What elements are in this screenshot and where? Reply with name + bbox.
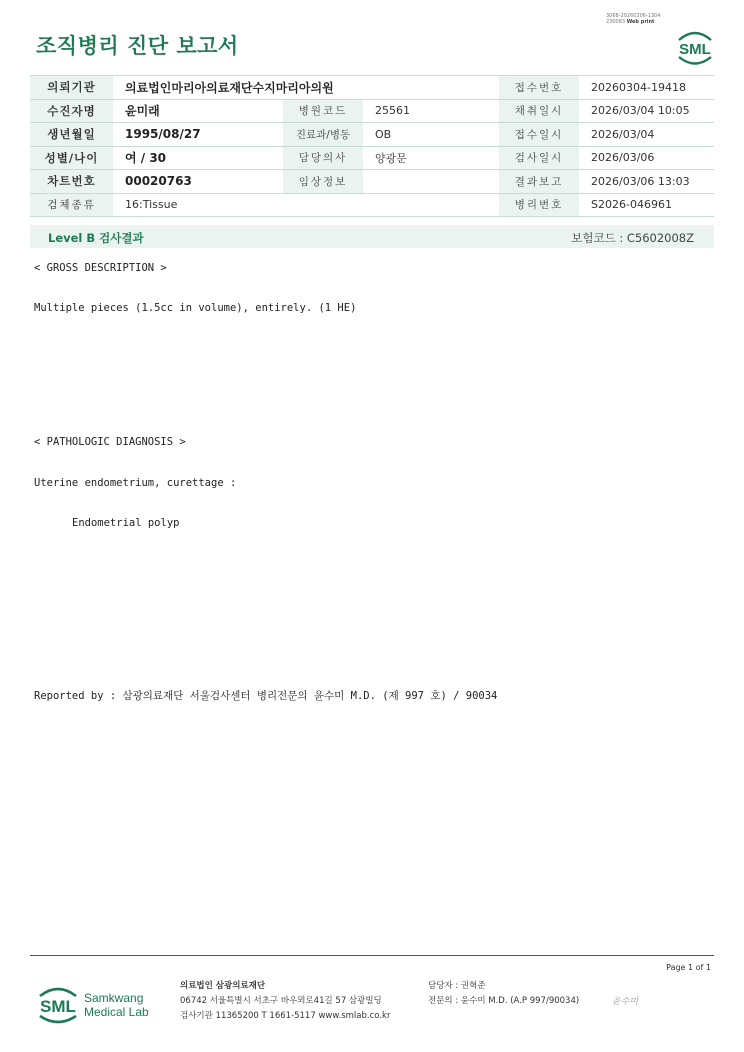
label-chart-number: 차트번호 (30, 170, 113, 194)
footer-specialist: 전문의 : 윤수미 M.D. (A.P 997/90034) (428, 996, 580, 1006)
value-collection-datetime: 2026/03/04 10:05 (579, 99, 714, 123)
diagnosis-site: Uterine endometrium, curettage : (34, 477, 237, 489)
value-result-report: 2026/03/06 13:03 (579, 170, 714, 194)
value-department: OB (363, 123, 499, 147)
gross-description-heading: < GROSS DESCRIPTION > (34, 262, 167, 274)
value-chart-number: 00020763 (113, 170, 283, 194)
label-test-date: 검사일시 (499, 146, 579, 170)
gross-description-text: Multiple pieces (1.5cc in volume), entirely. (1 HE) (34, 302, 357, 314)
label-requesting-institution: 의뢰기관 (30, 76, 113, 100)
specialist-signature: 윤수미 (612, 997, 639, 1007)
footer-org-name: 의료법인 삼광의료재단 (180, 981, 266, 991)
sml-logo-icon (673, 26, 717, 66)
label-department: 진료과/병동 (283, 123, 363, 147)
diagnosis-result: Endometrial polyp (72, 517, 180, 529)
footer-staff-info (428, 979, 579, 1009)
sml-logo-text: SML (679, 41, 711, 58)
value-receipt-number: 20260304-19418 (579, 76, 714, 100)
document-id (606, 13, 661, 25)
value-attending-doctor: 양광문 (363, 146, 499, 170)
table-row (30, 123, 714, 147)
value-clinical-info (363, 170, 499, 194)
label-sex-age: 성별/나이 (30, 146, 113, 170)
table-row (30, 193, 714, 217)
value-test-date: 2026/03/06 (579, 146, 714, 170)
label-patient-name: 수진자명 (30, 99, 113, 123)
table-row (30, 146, 714, 170)
reported-by: Reported by : 삼광의료재단 서울검사센터 병리전문의 윤수미 M.D. (제 997 호) / 90034 (34, 690, 498, 702)
insurance-code: 보험코드 : C5602008Z (571, 231, 694, 245)
value-pathology-number: S2026-046961 (579, 193, 714, 217)
label-receipt-number: 접수번호 (499, 76, 579, 100)
page-number: Page 1 of 1 (666, 963, 711, 972)
footer-manager: 담당자 : 권혁준 (428, 981, 486, 991)
pathologic-diagnosis-heading: < PATHOLOGIC DIAGNOSIS > (34, 436, 186, 448)
label-pathology-number: 병리번호 (499, 193, 579, 217)
page-title: 조직병리 진단 보고서 (36, 34, 239, 58)
value-birth-date: 1995/08/27 (113, 123, 283, 147)
footer-contact: 검사기관 11365200 T 1661-5117 www.smlab.co.kr (180, 1011, 391, 1021)
value-sex-age: 여 / 30 (113, 146, 283, 170)
footer-org-info (180, 979, 390, 1024)
samkwang-logo-icon (36, 980, 156, 1026)
document-id-line1: 3068-20260306-1304 (606, 13, 661, 19)
label-clinical-info: 임상정보 (283, 170, 363, 194)
value-patient-name: 윤미래 (113, 99, 283, 123)
label-receipt-date: 접수일시 (499, 123, 579, 147)
label-attending-doctor: 담당의사 (283, 146, 363, 170)
footer-divider (30, 955, 714, 956)
label-birth-date: 생년월일 (30, 123, 113, 147)
value-receipt-date: 2026/03/04 (579, 123, 714, 147)
document-id-line2: 230083 (606, 19, 626, 25)
value-hospital-code: 25561 (363, 99, 499, 123)
web-print-label: Web print (626, 19, 655, 25)
footer-logo-text: SML (40, 997, 76, 1016)
table-row (30, 76, 714, 100)
value-specimen-type: 16:Tissue (113, 193, 499, 217)
footer-logo-name-2: Medical Lab (84, 1005, 149, 1019)
result-level-label: Level B 검사결과 (48, 231, 144, 245)
result-level-bar (30, 225, 714, 248)
label-specimen-type: 검체종류 (30, 193, 113, 217)
patient-info-table (30, 75, 714, 217)
footer-logo-name-1: Samkwang (84, 991, 144, 1005)
label-collection-datetime: 채취일시 (499, 99, 579, 123)
label-hospital-code: 병원코드 (283, 99, 363, 123)
table-row (30, 170, 714, 194)
table-row (30, 99, 714, 123)
value-requesting-institution: 의료법인마리아의료재단수지마리아의원 (113, 76, 499, 100)
label-result-report: 결과보고 (499, 170, 579, 194)
footer-address: 06742 서울특별시 서초구 바우뫼로41길 57 삼광빌딩 (180, 996, 382, 1006)
